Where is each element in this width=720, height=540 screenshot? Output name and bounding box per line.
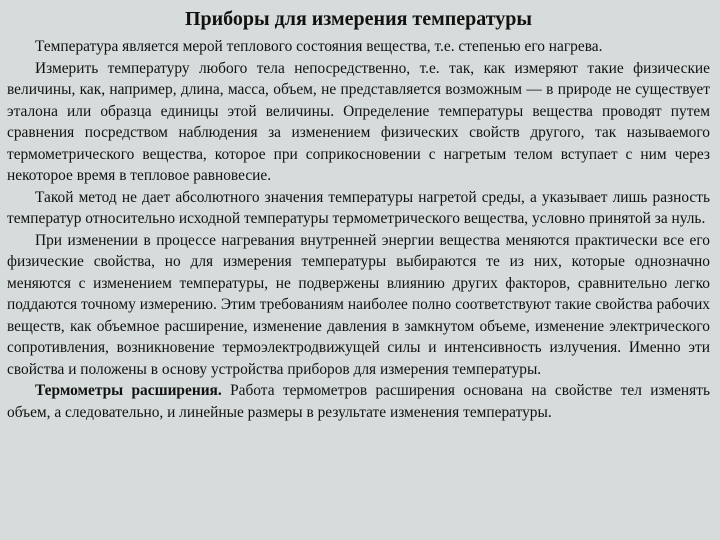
paragraph-relative-method: Такой метод не дает абсолютного значения температуры нагретой среды, а указывает лишь разность температур относительно исходной температуры термометрического вещества, условно принятой за нуль. [7,188,710,227]
section-heading-expansion-thermometers: Термометры расширения. [35,382,222,399]
paragraph-physical-properties: При изменении в процессе нагревания внутренней энергии вещества меняются практически все его физические свойства, но для измерения температуры выбираются те из них, которые однозначно меняются с изменением температуры, не подвержены влиянию других факторов, сравнительно легко поддаются точному измерению. Этим требованиям наиболее полно соответствуют такие свойства рабочих веществ, как объемное расширение, изменение давления в замкнутом объеме, изменение электрического сопротивления, возникновение термоэлектродвижущей силы и интенсивность излучения. Именно эти свойства и положены в основу устройства приборов для измерения температуры. [7,231,710,378]
page-title: Приборы для измерения температуры [184,8,533,30]
paragraph-temperature-definition: Температура является мерой теплового состояния вещества, т.е. степенью его нагрева. [35,38,603,55]
paragraph-expansion-thermometers [7,380,710,423]
paragraph-expansion-thermometers-text: Работа термометров расширения основана на свойстве тел изменять объем, а следовательно, и линейные размеры в результате изменения температуры. [7,382,710,421]
paragraph-direct-measurement: Измерить температуру любого тела непосредственно, т.е. так, как измеряют такие физические величины, как, например, длина, масса, объем, не представляется возможным — в природе не существует эталона или образца единицы этой величины. Определение температуры вещества проводят путем сравнения посредством наблюдения за изменением физических свойств другого, так называемого термометрического вещества, которое при соприкосновении с нагретым телом вступает с ним через некоторое время в тепловое равновесие. [7,59,710,184]
